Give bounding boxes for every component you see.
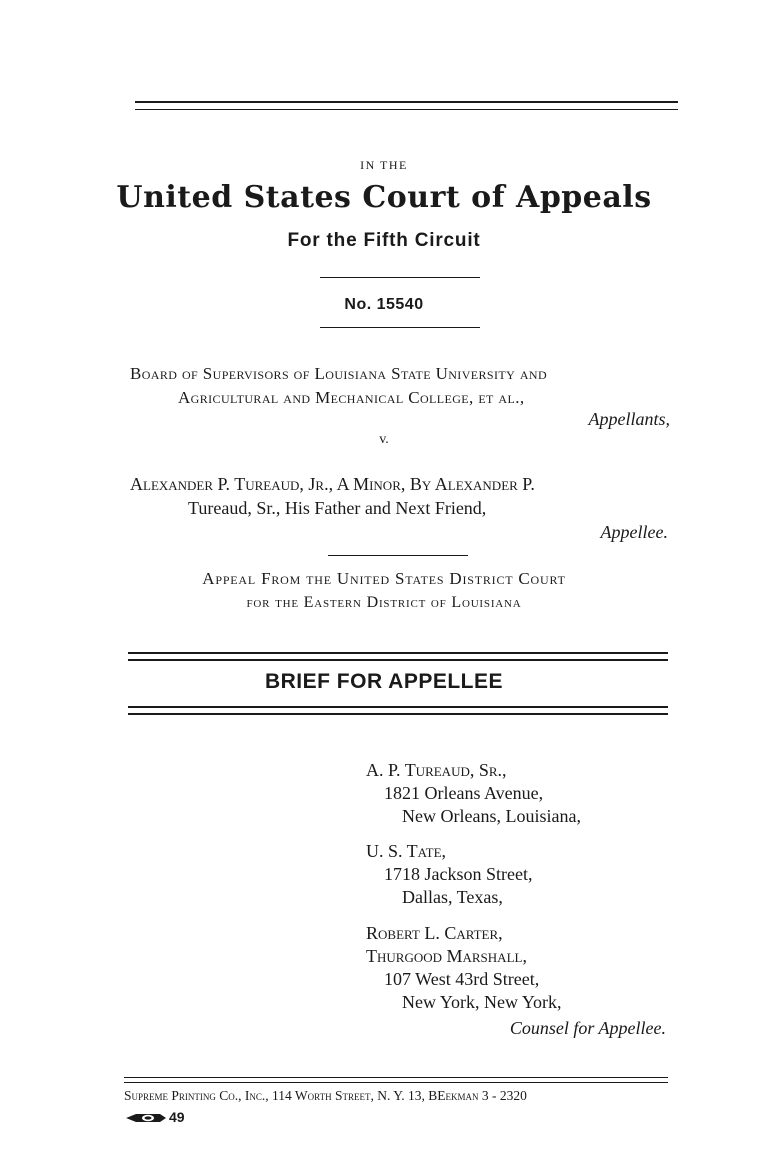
counsel-1-name <box>366 760 507 781</box>
counsel-1-name-text: A. P. Tureaud, Sr., <box>366 760 507 780</box>
appellants-role: Appellants, <box>588 409 670 429</box>
union-label <box>124 1109 185 1125</box>
appeal-rule <box>328 555 468 556</box>
counsel-3-city: New York, New York, <box>402 992 562 1012</box>
appellants-line-2: Agricultural and Mechanical College, et al., <box>178 388 525 407</box>
docket-rule-top <box>320 277 480 278</box>
appellee-line-2: Tureaud, Sr., His Father and Next Friend, <box>188 498 487 518</box>
appeal-line-2: for the Eastern District of Louisiana <box>246 594 522 611</box>
counsel-2-street: 1718 Jackson Street, <box>384 864 533 884</box>
counsel-3-name-1: Robert L. Carter, <box>366 923 503 943</box>
printer-imprint: Supreme Printing Co., Inc., 114 Worth Street, N. Y. 13, BEekman 3 - 2320 <box>124 1088 527 1103</box>
top-double-rule <box>135 101 678 110</box>
brief-rule-bottom <box>128 706 668 715</box>
counsel-2-name-text: U. S. Tate, <box>366 841 447 861</box>
counsel-3-name-2: Thurgood Marshall, <box>366 946 527 966</box>
appellee-line-1 <box>130 474 535 495</box>
union-bug-icon <box>124 1112 168 1124</box>
counsel-1-city: New Orleans, Louisiana, <box>402 806 581 826</box>
counsel-2-name <box>366 841 446 862</box>
circuit-subtitle: For the Fifth Circuit <box>287 230 481 251</box>
docket-rule-bottom <box>320 327 480 328</box>
docket-number: No. 15540 <box>344 296 424 313</box>
court-title: United States Court of Appeals <box>116 180 652 215</box>
appellants-line-1: Board of Supervisors of Louisiana State University and <box>130 364 548 383</box>
versus: v. <box>379 432 389 447</box>
counsel-3-street: 107 West 43rd Street, <box>384 969 540 989</box>
counsel-2-city: Dallas, Texas, <box>402 887 503 907</box>
counsel-role: Counsel for Appellee. <box>509 1018 666 1038</box>
brief-rule-top <box>128 652 668 661</box>
appellee-role: Appellee. <box>600 522 668 542</box>
counsel-1-street: 1821 Orleans Avenue, <box>384 783 544 803</box>
in-the-heading: IN THE <box>360 158 408 172</box>
appellee-line-1-text: Alexander P. Tureaud, Jr., A Minor, By Alexander P. <box>130 474 535 494</box>
brief-title: BRIEF FOR APPELLEE <box>264 670 504 693</box>
appeal-line-1: Appeal From the United States District Court <box>202 569 566 588</box>
footer-double-rule <box>124 1077 668 1083</box>
job-number: 49 <box>169 1109 185 1125</box>
